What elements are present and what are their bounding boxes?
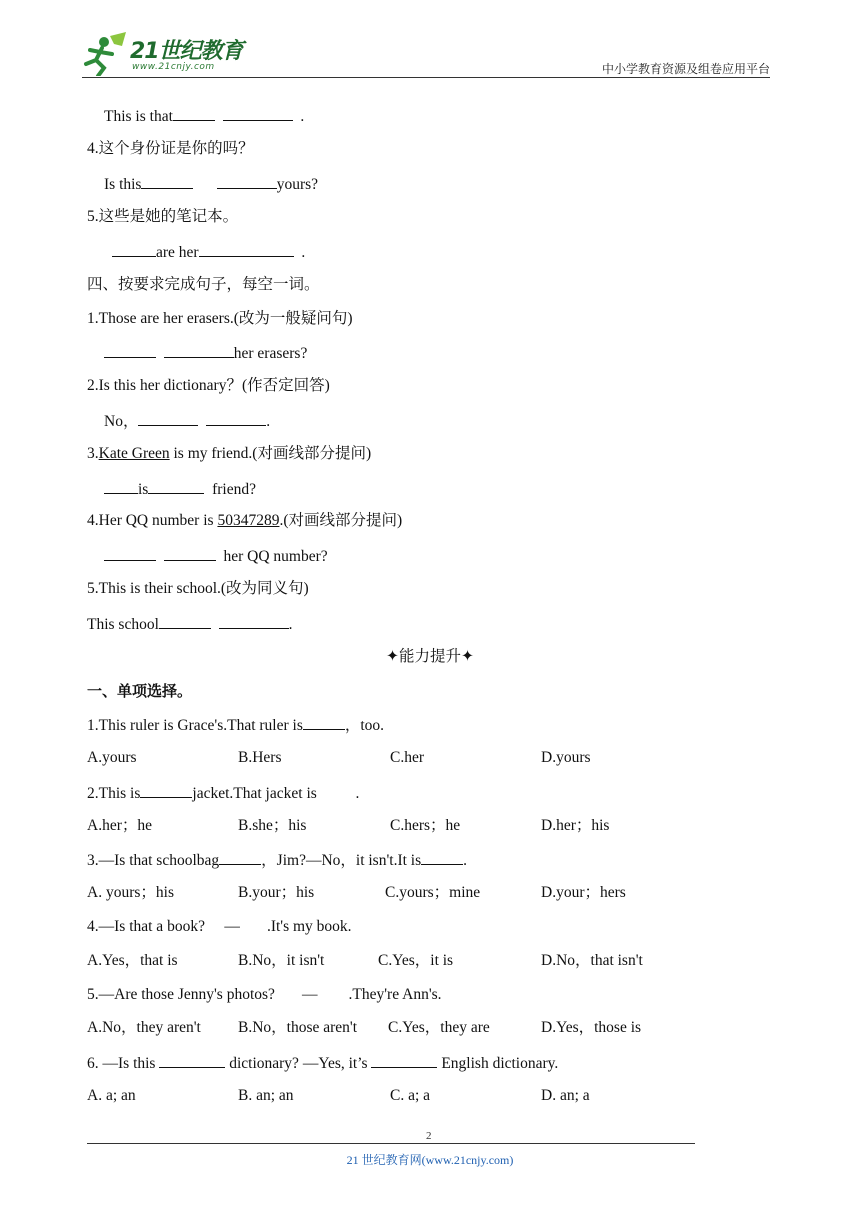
q6-option-a[interactable]: A. a; an	[87, 1087, 136, 1104]
mc-question-4: 4.—Is that a book? — .It's my book.	[87, 918, 352, 935]
s4-prompt: 4.Her QQ number is 50347289.(对画线部分提问)	[87, 512, 403, 529]
mc-question-2: 2.This is jacket.That jacket is .	[87, 782, 359, 804]
q4-chinese: 4.这个身份证是你的吗？	[87, 140, 254, 157]
q4-option-b[interactable]: B.No，it isn't	[238, 952, 325, 969]
s5-answer: This school .	[87, 613, 293, 635]
q6-option-d[interactable]: D. an; a	[541, 1087, 590, 1104]
mc-question-3: 3.—Is that schoolbag ，Jim?—No，it isn't.It is .	[87, 849, 467, 871]
q5-option-a[interactable]: A.No，they aren't	[87, 1019, 201, 1036]
q5-chinese: 5.这些是她的笔记本。	[87, 208, 239, 225]
mc-question-5: 5.—Are those Jenny's photos? — .They're Ann's.	[87, 986, 442, 1003]
q5-option-b[interactable]: B.No，those aren't	[238, 1019, 358, 1036]
logo-text: 21世纪教育	[130, 39, 243, 64]
q5-option-d[interactable]: D.Yes，those is	[541, 1019, 642, 1036]
q5-option-c[interactable]: C.Yes，they are	[388, 1019, 490, 1036]
q3-option-b[interactable]: B.your；his	[238, 884, 315, 901]
s1-prompt: 1.Those are her erasers.(改为一般疑问句)	[87, 310, 353, 327]
ability-heading: ✦能力提升✦	[386, 648, 474, 665]
platform-name: 中小学教育资源及组卷应用平台	[601, 62, 770, 76]
s4-answer: her QQ number?	[104, 545, 328, 567]
q3-option-d[interactable]: D.your；hers	[541, 884, 626, 901]
q4-option-a[interactable]: A.Yes，that is	[87, 952, 178, 969]
q3-option-a[interactable]: A. yours；his	[87, 884, 174, 901]
s1-answer: her erasers?	[104, 342, 307, 364]
s2-prompt: 2.Is this her dictionary？(作否定回答)	[87, 377, 330, 394]
q2-option-a[interactable]: A.her；he	[87, 817, 152, 834]
s3-prompt: 3.Kate Green is my friend.(对画线部分提问)	[87, 445, 372, 462]
logo-url: www.21cnjy.com	[132, 62, 215, 72]
runner-logo-icon	[82, 32, 130, 76]
mc-question-6: 6. —Is this dictionary? —Yes, it’s English dictionary.	[87, 1052, 558, 1074]
line-this-is-that: This is that .	[104, 105, 304, 127]
page-header	[82, 30, 770, 80]
q2-option-b[interactable]: B.she；his	[238, 817, 307, 834]
mc-question-1: 1.This ruler is Grace's.That ruler is ，too.	[87, 714, 384, 736]
section-1-heading: 一、单项选择。	[87, 682, 193, 700]
q4-answer: Is this yours?	[104, 173, 318, 195]
q6-option-c[interactable]: C. a; a	[390, 1087, 431, 1104]
section-4-heading: 四、按要求完成句子，每空一词。	[87, 276, 320, 293]
page-number: 2	[426, 1130, 432, 1142]
q6-option-b[interactable]: B. an; an	[238, 1087, 294, 1104]
q4-option-d[interactable]: D.No，that isn't	[541, 952, 643, 969]
footer-site-link[interactable]: 21 世纪教育网(www.21cnjy.com)	[346, 1153, 514, 1167]
s5-prompt: 5.This is their school.(改为同义句)	[87, 580, 309, 597]
q2-option-c[interactable]: C.hers；he	[390, 817, 461, 834]
footer-divider	[87, 1143, 695, 1144]
q1-option-a[interactable]: A.yours	[87, 749, 137, 766]
q5-answer: are her .	[112, 241, 305, 263]
q1-option-b[interactable]: B.Hers	[238, 749, 282, 766]
q1-option-c[interactable]: C.her	[390, 749, 425, 766]
s2-answer: No， .	[104, 410, 270, 432]
q3-option-c[interactable]: C.yours；mine	[385, 884, 481, 901]
s3-answer: is friend?	[104, 478, 256, 500]
header-divider	[82, 77, 770, 78]
logo	[82, 32, 262, 76]
q4-option-c[interactable]: C.Yes，it is	[378, 952, 454, 969]
q1-option-d[interactable]: D.yours	[541, 749, 591, 766]
q2-option-d[interactable]: D.her；his	[541, 817, 610, 834]
